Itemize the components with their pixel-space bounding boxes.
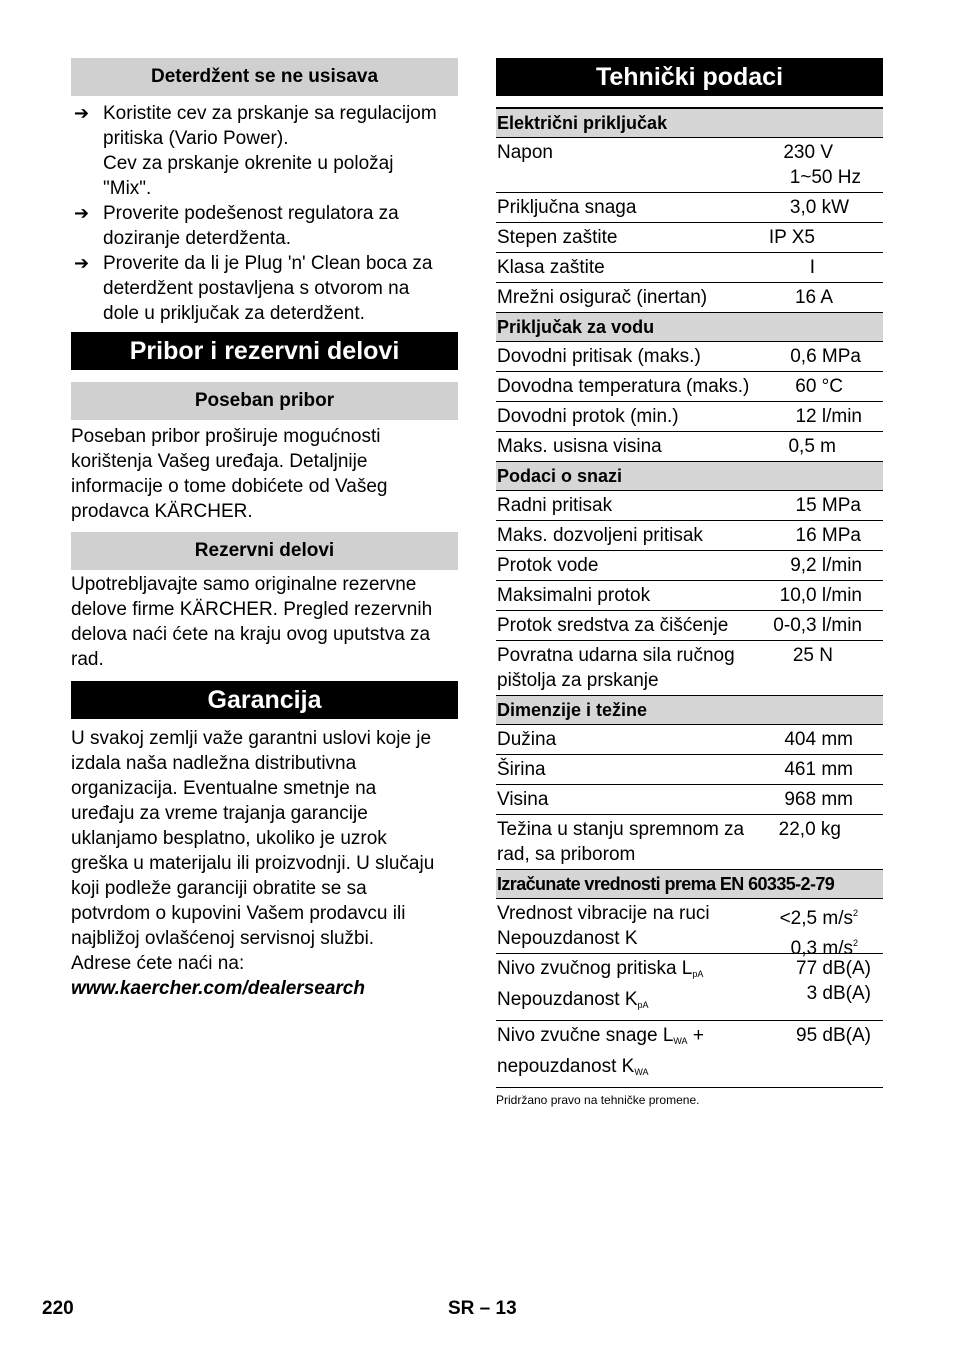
dealer-search-link[interactable]: www.kaercher.com/dealersearch <box>71 978 365 999</box>
detergent-item: ➔ Koristite cev za prskanje sa regulacijom pritiska (Vario Power). Cev za prskanje okrenite u položaj "Mix". <box>74 103 437 199</box>
detergent-item: ➔ Proverite da li je Plug 'n' Clean boca za deterdžent postavljena s otvorom na dole u priključak za deterdžent. <box>74 253 433 324</box>
spec-table <box>496 107 883 1088</box>
warranty-heading: Garancija <box>71 681 458 719</box>
arrow-icon: ➔ <box>74 103 90 123</box>
spec-row-suction: Maks. usisna visina 0,5 m <box>496 432 883 462</box>
spec-row-inlet-pressure: Dovodni pritisak (maks.) 0,6 MPa <box>496 342 883 372</box>
detergent-list <box>71 101 458 326</box>
spec-row-detergent-flow: Protok sredstva za čišćenje 0-0,3 l/min <box>496 611 883 641</box>
spec-row-voltage: Napon 230 V 1~50 Hz <box>496 138 883 193</box>
language-page-label: SR – 13 <box>448 1298 517 1319</box>
spec-row-max-flow: Maksimalni protok 10,0 l/min <box>496 581 883 611</box>
spec-row-recoil: Povratna udarna sila ručnog pištolja za prskanje 25 N <box>496 641 883 696</box>
warranty-text: U svakoj zemlji važe garantni uslovi koje je izdala naša nadležna distributivna organizacija. Eventualne smetnje na uređaju za vreme trajanja garancije uklanjamo besplatno, ukoliko je uzrok greška u materijalu ili proizvodnji. U slučaju koji podleže garanciji obratite se sa potvrdom o kupovini Vašem prodavcu ili najbližoj ovlašćenoj servisnoj službi. Adrese ćete naći na: www.kaercher.com/dealersearch <box>71 726 458 1001</box>
spec-row-class: Klasa zaštite I <box>496 253 883 283</box>
spec-row-vibration: Vrednost vibracije na ruci Nepouzdanost K <2,5 $m/s^2$ 0,3 $m/s^2$ <box>496 899 883 954</box>
spec-row-length: Dužina 404 mm <box>496 725 883 755</box>
spec-row-work-pressure: Radni pritisak 15 MPa <box>496 491 883 521</box>
technical-data-heading: Tehnički podaci <box>496 58 883 96</box>
spec-row-fuse: Mrežni osigurač (inertan) 16 A <box>496 283 883 313</box>
spec-row-water-flow: Protok vode 9,2 l/min <box>496 551 883 581</box>
spec-row-sound-pressure: Nivo zvučnog pritiska $L_{pA}$ Nepouzdanost $K_{pA}$ 77 dB(A) 3 dB(A) <box>496 954 883 1021</box>
arrow-icon: ➔ <box>74 203 90 223</box>
spec-row-sound-power: Nivo zvučne snage $L_{WA}$ + nepouzdanost $K_{WA}$ 95 dB(A) <box>496 1021 883 1088</box>
spare-parts-heading: Rezervni delovi <box>71 532 458 570</box>
spec-row-max-pressure: Maks. dozvoljeni pritisak 16 MPa <box>496 521 883 551</box>
spec-row-width: Širina 461 mm <box>496 755 883 785</box>
spec-section-performance: Podaci o snazi <box>496 462 883 491</box>
page-number: 220 <box>42 1298 74 1319</box>
spec-row-power: Priključna snaga 3,0 kW <box>496 193 883 223</box>
spec-section-electric: Električni priključak <box>496 109 883 138</box>
spec-section-calculated: Izračunate vrednosti prema EN 60335-2-79 <box>496 870 883 899</box>
special-accessories-heading: Poseban pribor <box>71 382 458 420</box>
left-column <box>71 58 458 1001</box>
spec-row-inlet-flow: Dovodni protok (min.) 12 l/min <box>496 402 883 432</box>
footnote: Pridržano pravo na tehničke promene. <box>496 1093 700 1107</box>
spec-row-inlet-temp: Dovodna temperatura (maks.) 60 °C <box>496 372 883 402</box>
spare-parts-text: Upotrebljavajte samo originalne rezervne delove firme KÄRCHER. Pregled rezervnih delova naći ćete na kraju ovog uputstva za rad. <box>71 574 433 670</box>
right-column <box>496 58 883 1107</box>
detergent-heading: Deterdžent se ne usisava <box>71 58 458 96</box>
accessories-heading: Pribor i rezervni delovi <box>71 332 458 370</box>
spec-row-height: Visina 968 mm <box>496 785 883 815</box>
spec-section-water: Priključak za vodu <box>496 313 883 342</box>
special-accessories-text: Poseban pribor proširuje mogućnosti korištenja Vašeg uređaja. Detaljnije informacije o tome dobićete od Vašeg prodavca KÄRCHER. <box>71 426 388 522</box>
spec-row-weight: Težina u stanju spremnom za rad, sa priborom 22,0 kg <box>496 815 883 870</box>
spec-section-dimensions: Dimenzije i težine <box>496 696 883 725</box>
detergent-item: ➔ Proverite podešenost regulatora za doziranje deterdženta. <box>74 203 399 249</box>
arrow-icon: ➔ <box>74 253 90 273</box>
spec-row-protection: Stepen zaštite IP X5 <box>496 223 883 253</box>
